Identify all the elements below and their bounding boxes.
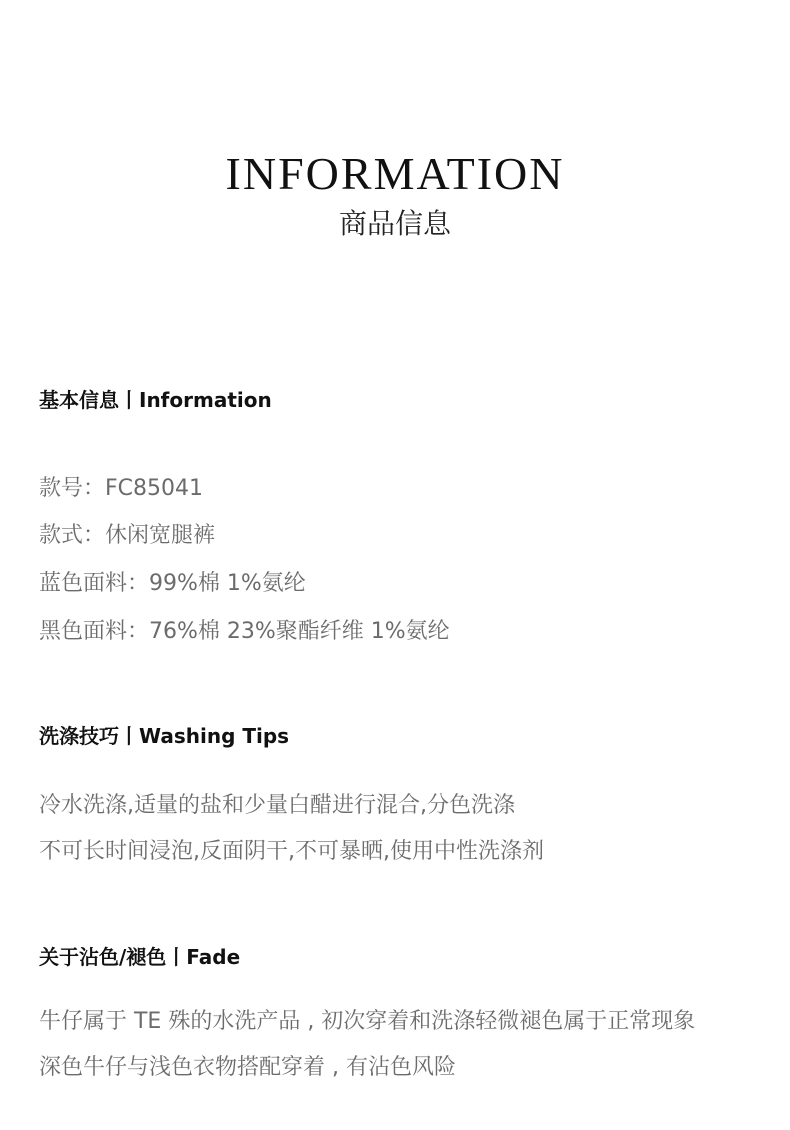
page-subtitle: 商品信息 bbox=[338, 207, 451, 240]
fade-note-line: 深色牛仔与浅色衣物搭配穿着 , 有沾色风险 bbox=[39, 1055, 456, 1080]
fade-note-line: 牛仔属于 TE 殊的水洗产品 , 初次穿着和洗涤轻微褪色属于正常现象 bbox=[39, 1009, 696, 1034]
style-type-line: 款式：休闲宽腿裤 bbox=[39, 523, 216, 548]
washing-tip-line: 不可长时间浸泡,反面阴干,不可暴晒,使用中性洗涤剂 bbox=[39, 839, 544, 864]
washing-tip-line: 冷水洗涤,适量的盐和少量白醋进行混合,分色洗涤 bbox=[39, 793, 515, 818]
page-title: INFORMATION bbox=[225, 148, 565, 199]
style-number-line: 款号：FC85041 bbox=[39, 476, 204, 501]
washing-tips-heading: 洗涤技巧丨Washing Tips bbox=[39, 724, 290, 748]
fade-heading: 关于沾色/褪色丨Fade bbox=[39, 945, 241, 969]
black-fabric-line: 黑色面料：76%棉 23%聚酯纤维 1%氨纶 bbox=[39, 619, 450, 644]
basic-info-heading: 基本信息丨Information bbox=[39, 388, 272, 412]
blue-fabric-line: 蓝色面料：99%棉 1%氨纶 bbox=[39, 571, 306, 596]
